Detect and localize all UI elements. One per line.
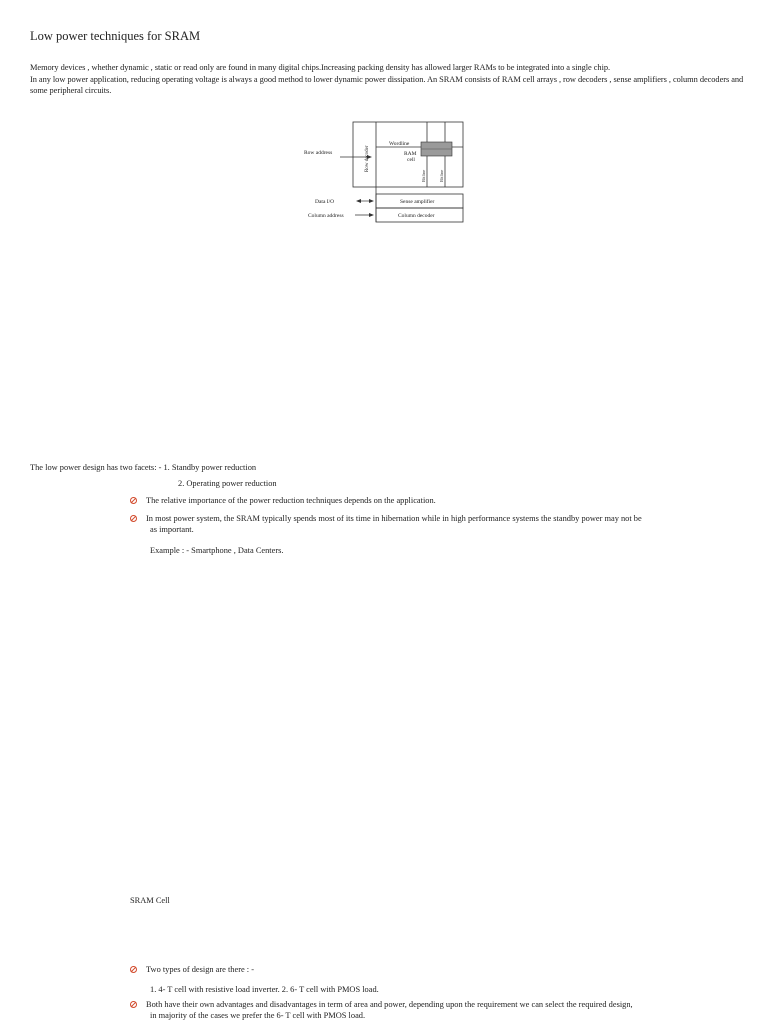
bullet-text-line: as important. [150, 524, 194, 534]
intro-paragraph [30, 62, 760, 97]
column-address-label: Column address [308, 213, 344, 219]
example-line: Example : - Smartphone , Data Centers. [150, 546, 284, 555]
design-types-line: 1. 4- T cell with resistive load inverter. 2. 6- T cell with PMOS load. [150, 985, 379, 994]
bullet-text [146, 514, 746, 535]
bullet-icon [130, 1001, 137, 1008]
sram-cell-heading: SRAM Cell [130, 896, 170, 905]
intro-line: In any low power application, reducing operating voltage is always a good method to lower dynamic power dissipation. An SRAM consists of RAM cell arrays , row decoders , sense amplifiers , column decoders and some peripheral circuits. [30, 74, 744, 95]
column-decoder-label: Column decoder [398, 213, 435, 219]
ram-cell-label-2: cell [407, 157, 415, 163]
bullet-text-line: Both have their own advantages and disadvantages in term of area and power, depending upon the requirement we can select the required design, [146, 1000, 633, 1009]
bitline-bar-label: Bitline [439, 169, 444, 182]
sram-block-diagram [300, 118, 470, 228]
bitline-label: Bitline [421, 169, 426, 182]
data-io-label: Data I/O [315, 199, 335, 205]
column-address-arrowhead [369, 213, 374, 217]
ram-cell-label-1: RAM [404, 151, 417, 157]
bullet-text-line: In most power system, the SRAM typically spends most of its time in hibernation while in high performance systems the standby power may not be [146, 514, 642, 523]
data-io-arrowhead-left [356, 199, 361, 203]
bullet-text [146, 1000, 756, 1021]
sense-amplifier-label: Sense amplifier [400, 199, 435, 205]
data-io-arrowhead-right [369, 199, 374, 203]
wordline-label: Wordline [389, 141, 410, 147]
row-decoder-label: Row decoder [365, 145, 370, 172]
bullet-icon [130, 497, 137, 504]
row-address-label: Row address [304, 150, 333, 156]
bullet-text: Two types of design are there : - [146, 965, 255, 974]
bullet-icon [130, 966, 137, 973]
bullet-icon [130, 515, 137, 522]
facets-intro: The low power design has two facets: - 1. Standby power reduction [30, 463, 257, 472]
intro-line: Memory devices , whether dynamic , static or read only are found in many digital chips.Increasing packing density has allowed larger RAMs to be integrated into a single chip. [30, 63, 611, 72]
facets-second: 2. Operating power reduction [178, 479, 277, 488]
bullet-text-line: in majority of the cases we prefer the 6- T cell with PMOS load. [150, 1010, 366, 1020]
page-title: Low power techniques for SRAM [30, 29, 201, 43]
bullet-text: The relative importance of the power reduction techniques depends on the application. [146, 496, 436, 505]
